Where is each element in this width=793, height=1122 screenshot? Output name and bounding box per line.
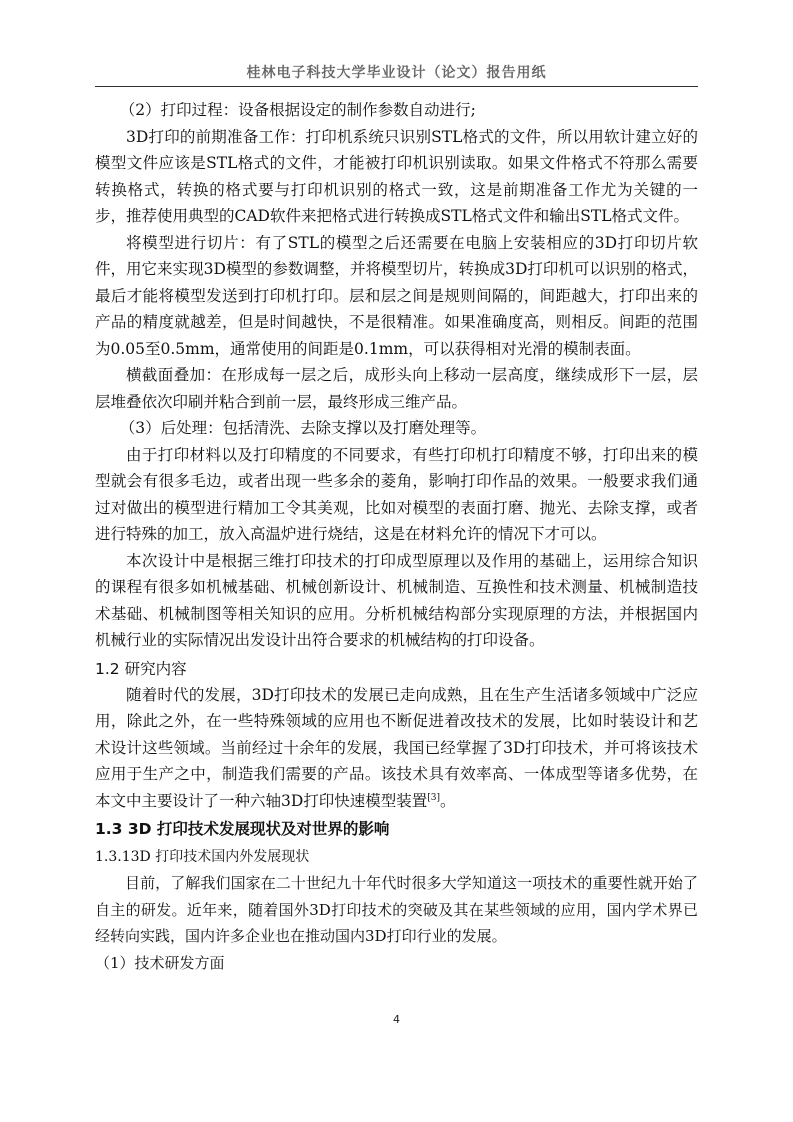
section-heading-1-3-1: 1.3.13D 打印技术国内外发展现状	[95, 849, 310, 865]
paragraph-research-content-end: 。	[440, 791, 456, 810]
paragraph-tech-rd: （1）技术研发方面	[95, 953, 225, 972]
paragraph-research-content	[95, 682, 698, 815]
paragraph-slicing: 将模型进行切片：有了STL的模型之后还需要在电脑上安装相应的3D打印切片软件，用它来实现3D模型的参数调整，并将模型切片，转换成3D打印机可以识别的格式，最后才能将模型发送到打印机打印。层和层之间是规则间隔的，间距越大，打印出来的产品的精度就越差，但是时间越快，不是很精准。如果准确度高，则相反。间距的范围为0.05至0.5mm，通常使用的间距是0.1mm，可以获得相对光滑的模制表面。	[95, 233, 698, 358]
section-heading-1-2: 1.2 研究内容	[95, 659, 187, 678]
paragraph-post-processing: （3）后处理：包括清洗、去除支撑以及打磨处理等。	[119, 419, 487, 437]
section-heading-1-3: 1.3 3D 打印技术发展现状及对世界的影响	[95, 820, 390, 838]
paragraph-research-content-text: 随着时代的发展，3D打印技术的发展已走向成熟，且在生产生活诸多领域中广泛应用，除此之外，在一些特殊领域的应用也不断促进着改技术的发展，比如时装设计和艺术设计这些领域。当前经过十余年的发展，我国已经掌握了3D打印技术，并可将该技术应用于生产之中，制造我们需要的产品。该技术具有效率高、一体成型等诸多优势，在本文中主要设计了一种六轴3D打印快速模型装置	[95, 685, 698, 810]
main-content	[95, 97, 698, 976]
header-divider	[95, 86, 698, 87]
paragraph-layer-stacking: 横截面叠加：在形成每一层之后，成形头向上移动一层高度，继续成形下一层，层层堆叠依次印刷并粘合到前一层，最终形成三维产品。	[95, 366, 698, 411]
page-number: 4	[393, 1013, 400, 1026]
page-header-title: 桂林电子科技大学毕业设计（论文）报告用纸	[246, 65, 547, 81]
citation-ref: [3]	[427, 792, 441, 803]
paragraph-finishing: 由于打印材料以及打印精度的不同要求，有些打印机打印精度不够，打印出来的模型就会有很多毛边，或者出现一些多余的菱角，影响打印作品的效果。一般要求我们通过对做出的模型进行精加工令其美观，比如对模型的表面打磨、抛光、去除支撑，或者进行特殊的加工，放入高温炉进行烧结，这是在材料允许的情况下才可以。	[95, 445, 698, 543]
paragraph-print-process: （2）打印过程：设备根据设定的制作参数自动进行;	[119, 101, 476, 119]
paragraph-domestic-status: 目前，了解我们国家在二十世纪九十年代时很多大学知道这一项技术的重要性就开始了自主的研发。近年来，随着国外3D打印技术的突破及其在某些领域的应用，国内学术界已经转向实践，国内许多企业也在推动国内3D打印行业的发展。	[95, 874, 698, 945]
paragraph-design-basis: 本次设计中是根据三维打印技术的打印成型原理以及作用的基础上，运用综合知识的课程有很多如机械基础、机械创新设计、机械制造、互换性和技术测量、机械制造技术基础、机械制图等相关知识的应用。分析机械结构部分实现原理的方法，并根据国内机械行业的实际情况出发设计出符合要求的机械结构的打印设备。	[95, 551, 698, 649]
paragraph-preparation: 3D打印的前期准备工作：打印机系统只识别STL格式的文件，所以用软计建立好的模型文件应该是STL格式的文件，才能被打印机识别读取。如果文件格式不符那么需要转换格式，转换的格式要与打印机识别的格式一致，这是前期准备工作尤为关键的一步，推荐使用典型的CAD软件来把格式进行转换成STL格式文件和输出STL格式文件。	[95, 127, 698, 225]
